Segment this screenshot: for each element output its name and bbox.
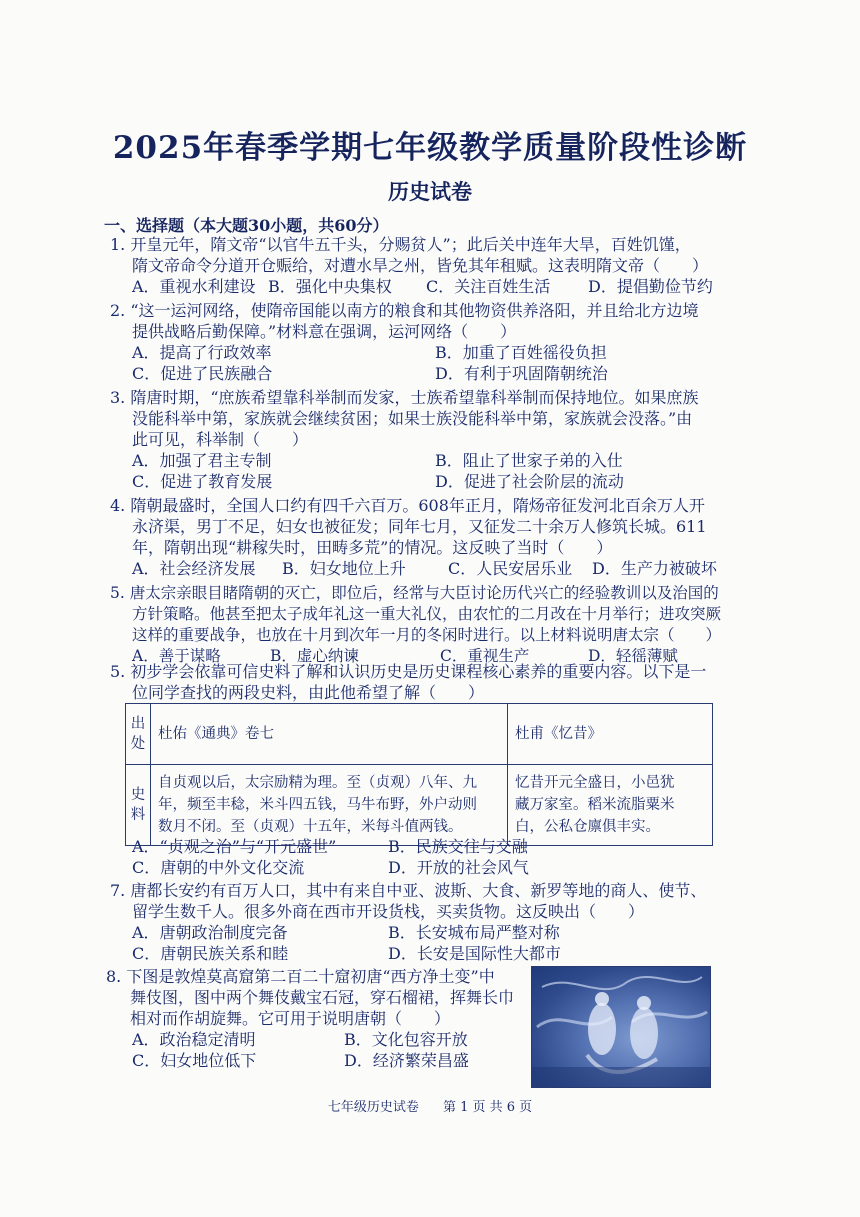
source-b: 杜甫《忆昔》 xyxy=(508,704,713,765)
question-number: 4. xyxy=(110,496,126,515)
option-c[interactable]: C．重视生产 xyxy=(440,647,530,665)
exam-subtitle: 历史试卷 xyxy=(388,179,472,204)
option-b[interactable]: B．民族交往与交融 xyxy=(388,837,528,856)
question-2: 2. “这一运河网络，使隋帝国能以南方的粮食和其他物资供养洛阳，并且给北方边境 提供战略后勤保障。”材料意在强调，运河网络（ ） A．提高了行政效率 B．加重了百姓徭役负担 C．促进了民族融合 D．有利于巩固隋朝统治 xyxy=(110,301,699,383)
question-number: 7. xyxy=(110,881,126,900)
option-d[interactable]: D．生产力被破坏 xyxy=(592,559,717,578)
option-d[interactable]: D．有利于巩固隋朝统治 xyxy=(435,364,608,383)
table-row xyxy=(126,704,713,765)
question-number: 5. xyxy=(110,662,126,681)
option-a[interactable]: A．“贞观之治”与“开元盛世” xyxy=(132,837,337,856)
option-a[interactable]: A．社会经济发展 xyxy=(132,559,256,578)
mural-illustration xyxy=(532,967,710,1087)
option-c[interactable]: C．妇女地位低下 xyxy=(132,1051,257,1070)
source-table xyxy=(125,703,713,846)
option-a[interactable]: A．善于谋略 xyxy=(132,647,221,665)
option-c[interactable]: C．唐朝的中外文化交流 xyxy=(132,858,305,877)
section-heading: 一、选择题（本大题30小题，共60分） xyxy=(104,216,389,235)
dunhuang-dancer-image xyxy=(531,966,711,1088)
question-6-options xyxy=(110,836,730,878)
option-c[interactable]: C．促进了民族融合 xyxy=(132,364,273,383)
option-d[interactable]: D．促进了社会阶层的流动 xyxy=(435,472,624,491)
question-1: 1. 开皇元年，隋文帝“以官牛五千头，分赐贫人”；此后关中连年大旱，百姓饥馑， 隋文帝命令分道开仓赈给，对遭水旱之州，皆免其年租赋。这表明隋文帝（ ） A．重视水利建设 B．强化中央集权 C．关注百姓生活 D．提倡勤俭节约 xyxy=(110,234,730,297)
question-5: 5. 唐太宗亲眼目睹隋朝的灭亡，即位后，经常与大臣讨论历代兴亡的经验教训以及治国的 方针策略。他甚至把太子成年礼这一重大礼仪，由农忙的二月改在十月举行；进攻突厥 这样的重要战争，也放在十月到次年一月的冬闲时进行。以上材料说明唐太宗（ ） A．善于谋略 B．虚心纳谏 C．重视生产 D．轻徭薄赋 xyxy=(110,584,722,665)
option-c[interactable]: C．人民安居乐业 xyxy=(448,559,573,578)
option-d[interactable]: D．长安是国际性大都市 xyxy=(388,944,561,963)
option-c[interactable]: C．唐朝民族关系和睦 xyxy=(132,944,289,963)
source-a: 杜佑《通典》卷七 xyxy=(151,704,508,765)
option-b[interactable]: B．阻止了世家子弟的入仕 xyxy=(435,451,623,470)
footer-page-number: 第 1 页 共 6 页 xyxy=(442,1100,533,1115)
option-a[interactable]: A．重视水利建设 xyxy=(132,277,256,296)
option-a[interactable]: A．加强了君主专制 xyxy=(132,451,272,470)
option-d[interactable]: D．开放的社会风气 xyxy=(388,858,529,877)
question-number: 1. xyxy=(110,235,126,254)
question-number: 2. xyxy=(110,301,126,320)
option-b[interactable]: B．虚心纳谏 xyxy=(270,647,359,665)
material-b: 忆昔开元全盛日，小邑犹 藏万家室。稻米流脂粟米 白，公私仓廪俱丰实。 xyxy=(508,765,713,846)
option-a[interactable]: A．提高了行政效率 xyxy=(132,343,272,362)
options xyxy=(110,276,730,297)
question-8: 8. 下图是敦煌莫高窟第二百二十窟初唐“西方净土变”中 舞伎图，图中两个舞伎戴宝石冠，穿石榴裙，挥舞长巾 相对而作胡旋舞。它可用于说明唐朝（ ） A．政治稳定清明 B．文化包容开放 C．妇女地位低下 D．经济繁荣昌盛 xyxy=(106,967,515,1070)
option-b[interactable]: B．加重了百姓徭役负担 xyxy=(435,343,607,362)
question-stem: 1. 开皇元年，隋文帝“以官牛五千头，分赐贫人”；此后关中连年大旱，百姓饥馑， xyxy=(110,235,691,254)
question-7: 7. 唐都长安约有百万人口，其中有来自中亚、波斯、大食、新罗等地的商人、使节、 留学生数千人。很多外商在西市开设货栈，买卖货物。这反映出（ ） A．唐朝政治制度完备 B．长安城布局严整对称 C．唐朝民族关系和睦 D．长安是国际性大都市 xyxy=(110,881,707,963)
option-c[interactable]: C．关注百姓生活 xyxy=(426,277,551,296)
table-row xyxy=(126,765,713,846)
option-b[interactable]: B．文化包容开放 xyxy=(344,1030,468,1049)
material-a: 自贞观以后，太宗励精为理。至（贞观）八年、九 年，频至丰稔，米斗四五钱，马牛布野，外户动则 数月不闭。至（贞观）十五年，米每斗值两钱。 xyxy=(151,765,508,846)
question-3: 3. 隋唐时期，“庶族希望靠科举制而发家，士族希望靠科举制而保持地位。如果庶族 没能科举中第，家族就会继续贫困；如果士族没能科举中第，家族就会没落。”由 此可见，科举制（ ） A．加强了君主专制 B．阻止了世家子弟的入仕 C．促进了教育发展 D．促进了社会阶层的流动 xyxy=(110,388,699,491)
footer-exam-name: 七年级历史试卷 xyxy=(327,1100,419,1115)
option-b[interactable]: B．长安城布局严整对称 xyxy=(388,923,560,942)
question-6: 5. 初步学会依靠可信史料了解和认识历史是历史课程核心素养的重要内容。以下是一 位同学查找的两段史料，由此他希望了解（ ） xyxy=(110,662,707,702)
exam-title: 2025年春季学期七年级教学质量阶段性诊断 xyxy=(112,130,748,166)
option-d[interactable]: D．经济繁荣昌盛 xyxy=(344,1051,469,1070)
option-a[interactable]: A．唐朝政治制度完备 xyxy=(132,923,288,942)
question-4: 4. 隋朝最盛时，全国人口约有四千六百万。608年正月，隋炀帝征发河北百余万人开 永济渠，男丁不足，妇女也被征发；同年七月，又征发二十余万人修筑长城。611 年，隋朝出现“耕稼失时，田畴多荒”的情况。这反映了当时（ ） A．社会经济发展 B．妇女地位上升 C．人民安居乐业 D．生产力被破坏 xyxy=(110,496,717,578)
option-d[interactable]: D．轻徭薄赋 xyxy=(588,647,678,665)
option-b[interactable]: B．强化中央集权 xyxy=(268,277,392,296)
table-header-source: 出处 xyxy=(126,704,151,765)
table-header-material: 史料 xyxy=(126,765,151,846)
question-number: 8. xyxy=(106,967,122,986)
question-number: 3. xyxy=(110,388,126,407)
option-b[interactable]: B．妇女地位上升 xyxy=(282,559,406,578)
option-d[interactable]: D．提倡勤俭节约 xyxy=(588,277,713,296)
option-a[interactable]: A．政治稳定清明 xyxy=(132,1030,256,1049)
option-c[interactable]: C．促进了教育发展 xyxy=(132,472,273,491)
question-number: 5. xyxy=(110,584,125,602)
page-footer xyxy=(0,1096,860,1115)
